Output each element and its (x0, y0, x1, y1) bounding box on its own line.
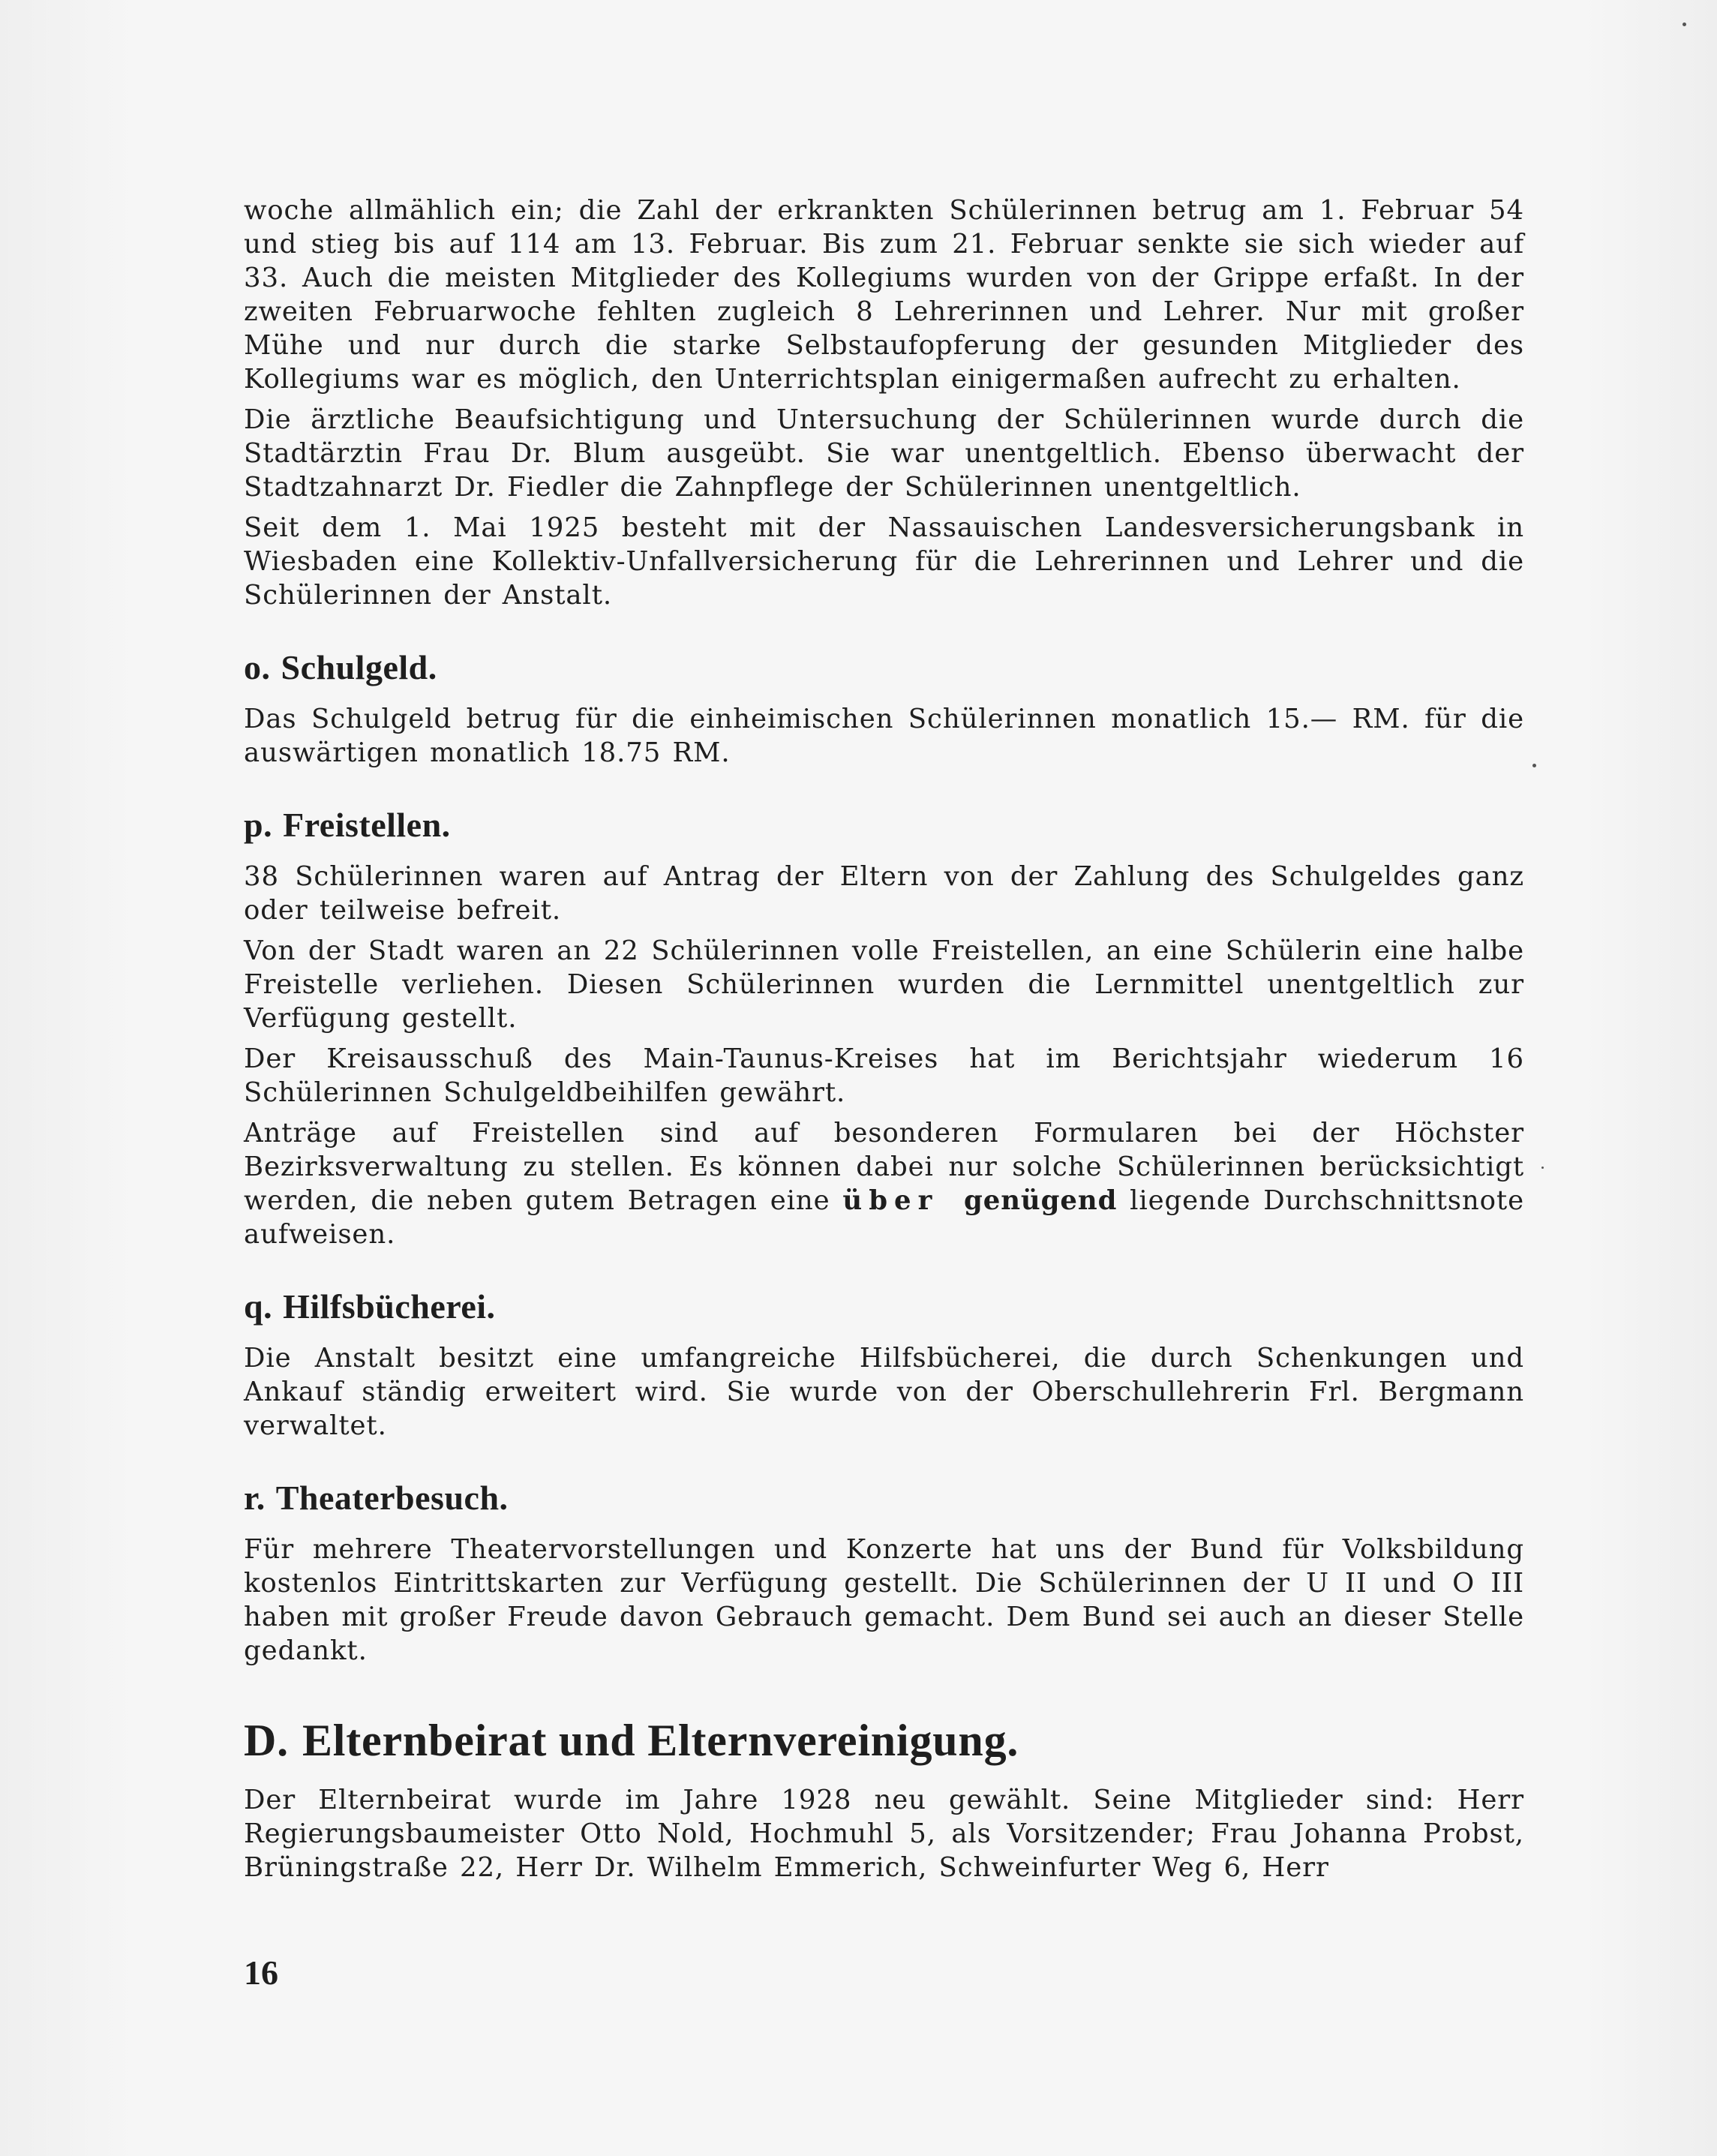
paragraph-unfallversicherung: Seit dem 1. Mai 1925 besteht mit der Nassauischen Landesversicherungsbank in Wiesbaden eine Kollektiv-Unfallversicherung für die Lehrerinnen und Lehrer und die Schülerinnen der Anstalt. (244, 512, 1524, 611)
paragraph-aerztliche-aufsicht: Die ärztliche Beaufsichtigung und Untersuchung der Schülerinnen wurde durch die Stadtärztin Frau Dr. Blum ausgeübt. Sie war unentgeltlich. Ebenso überwacht der Stadtzahnarzt Dr. Fiedler die Zahnpflege der Schülerinnen unentgeltlich. (244, 404, 1524, 503)
heading-schulgeld (244, 647, 1524, 689)
heading-letter: q. (244, 1287, 273, 1326)
heading-title: Freistellen. (283, 806, 451, 844)
scan-speck (1682, 23, 1686, 26)
heading-theaterbesuch (244, 1477, 1524, 1519)
paragraph-antraege (244, 1116, 1524, 1251)
page-number: 16 (244, 1953, 278, 1992)
heading-letter: o. (244, 648, 271, 686)
heading-freistellen (244, 804, 1524, 846)
paragraph-schulgeld: Das Schulgeld betrug für die einheimischen Schülerinnen monatlich 15.— RM. für die auswärtigen monatlich 18.75 RM. (244, 704, 1524, 768)
heading-hilfsbuecherei (244, 1286, 1524, 1328)
scan-speck (1532, 764, 1536, 767)
heading-letter: p. (244, 806, 273, 844)
emphasis-genuegend: genügend (964, 1185, 1118, 1216)
heading-title: Theaterbesuch. (275, 1479, 509, 1517)
heading-title: Schulgeld. (281, 648, 437, 686)
scan-speck (1541, 1167, 1544, 1169)
chapter-letter: D. (244, 1716, 289, 1765)
page-body (244, 194, 1524, 1891)
paragraph-hilfsbuecherei: Die Anstalt besitzt eine umfangreiche Hilfsbücherei, die durch Schenkungen und Ankauf ständig erweitert wird. Sie wurde von der Oberschullehrerin Frl. Bergmann verwaltet. (244, 1343, 1524, 1441)
heading-title: Hilfsbücherei. (283, 1287, 496, 1326)
antraege-text-start: Anträge auf Freistellen sind auf besonderen Formularen bei der Höchster Bezirksverwaltung zu stellen. Es können dabei nur solche Schülerinnen berücksichtigt werden, die neben gutem Betragen eine (244, 1118, 1524, 1216)
heading-letter: r. (244, 1479, 266, 1517)
chapter-heading-elternbeirat (244, 1714, 1524, 1767)
emphasis-ueber: über (842, 1185, 939, 1216)
paragraph-elternbeirat: Der Elternbeirat wurde im Jahre 1928 neu gewählt. Seine Mitglieder sind: Herr Regierungsbaumeister Otto Nold, Hochmuhl 5, als Vorsitzender; Frau Johanna Probst, Brüningstraße 22, Herr Dr. Wilhelm Emmerich, Schweinfurter Weg 6, Herr (244, 1785, 1524, 1883)
paragraph-grippe: woche allmählich ein; die Zahl der erkrankten Schülerinnen betrug am 1. Februar 54 und stieg bis auf 114 am 13. Februar. Bis zum 21. Februar senkte sie sich wieder auf 33. Auch die meisten Mitglieder des Kollegiums wurden von der Grippe erfaßt. In der zweiten Februarwoche fehlten zugleich 8 Lehrerinnen und Lehrer. Nur mit großer Mühe und nur durch die starke Selbstaufopferung der gesunden Mitglieder des Kollegiums war es möglich, den Unterrichtsplan einigermaßen aufrecht zu erhalten. (244, 195, 1524, 395)
antraege-text-end: liegende Durchschnittsnote aufweisen. (244, 1185, 1524, 1250)
chapter-title: Elternbeirat und Elternvereinigung. (302, 1716, 1019, 1765)
paragraph-befreiung: 38 Schülerinnen waren auf Antrag der Eltern von der Zahlung des Schulgeldes ganz oder teilweise befreit. (244, 861, 1524, 926)
paragraph-theaterbesuch: Für mehrere Theatervorstellungen und Konzerte hat uns der Bund für Volksbildung kostenlos Eintrittskarten zur Verfügung gestellt. Die Schülerinnen der U II und O III haben mit großer Freude davon Gebrauch gemacht. Dem Bund sei auch an dieser Stelle gedankt. (244, 1534, 1524, 1666)
paragraph-stadt-freistellen: Von der Stadt waren an 22 Schülerinnen volle Freistellen, an eine Schülerin eine halbe Freistelle verliehen. Diesen Schülerinnen wurden die Lernmittel unentgeltlich zur Verfügung gestellt. (244, 935, 1524, 1034)
paragraph-kreisausschuss: Der Kreisausschuß des Main-Taunus-Kreises hat im Berichtsjahr wiederum 16 Schülerinnen Schulgeldbeihilfen gewährt. (244, 1043, 1524, 1108)
